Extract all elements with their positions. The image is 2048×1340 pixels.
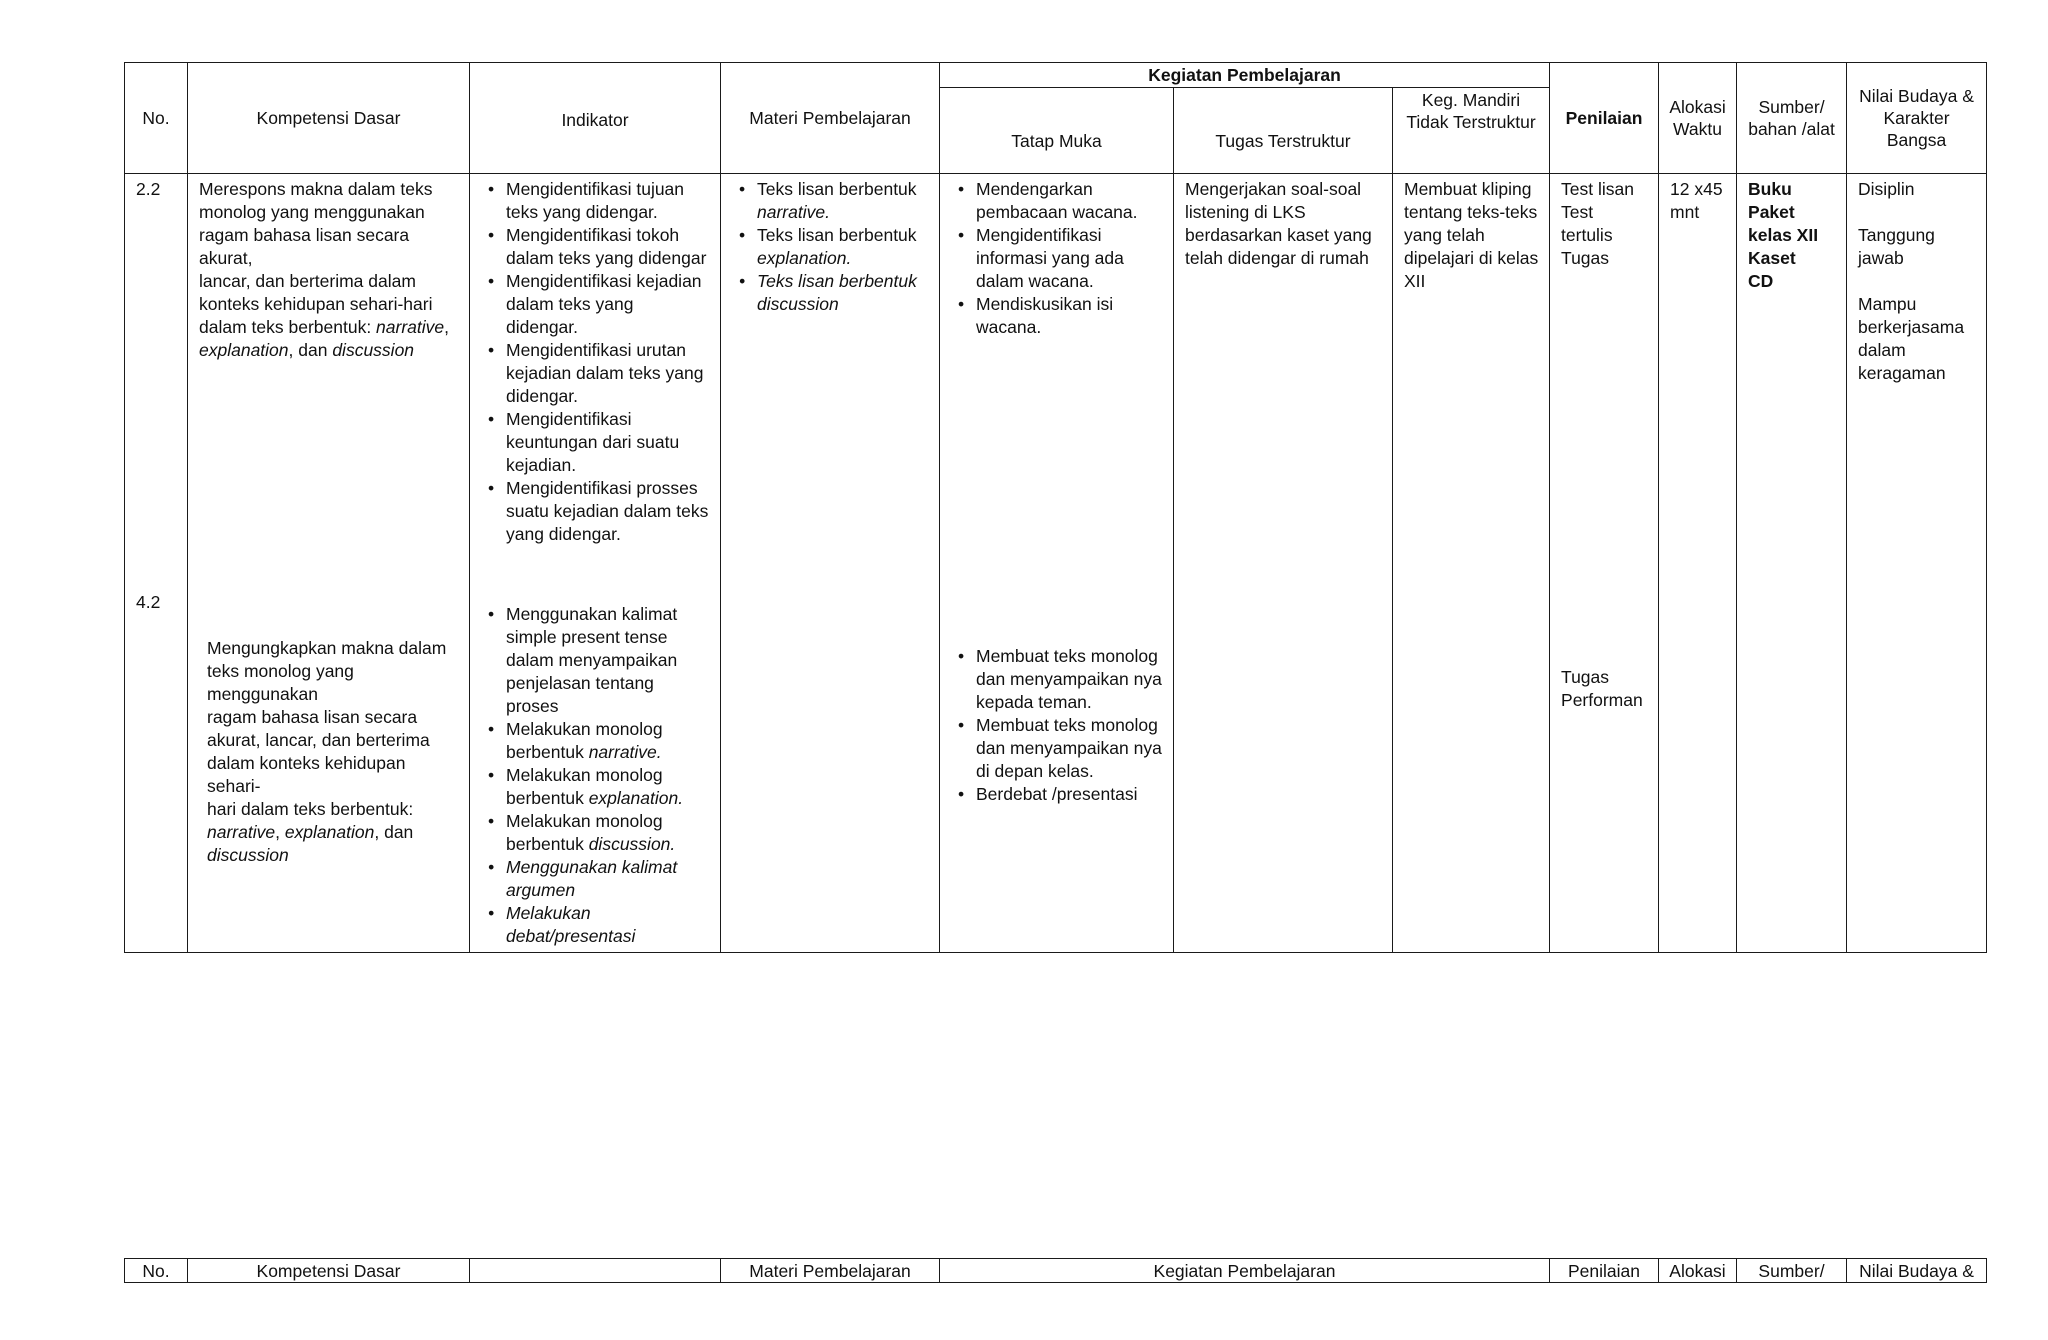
header-tugas-terstruktur: Tugas Terstruktur (1174, 88, 1393, 174)
row-number: 4.2 (136, 592, 161, 612)
cell-indikator (470, 174, 721, 953)
header-sumber: Sumber/ bahan /alat (1737, 63, 1847, 174)
cell-kompetensi (188, 174, 470, 953)
list-item: • Melakukan debat/presentasi (484, 902, 710, 948)
header-penilaian: Penilaian (1550, 1259, 1659, 1283)
list-item: • Teks lisan berbentuk explanation. (735, 224, 929, 270)
materi-list (735, 178, 929, 316)
syllabus-table (124, 62, 1987, 953)
tatap-muka-list (954, 645, 1163, 806)
header-kompetensi: Kompetensi Dasar (188, 63, 470, 174)
cell-nilai: Disiplin Tanggung jawab Mampu berkerjasama dalam keragaman (1847, 174, 1987, 953)
list-item: • Membuat teks monolog dan menyampaikan nya di depan kelas. (954, 714, 1163, 783)
header-indikator: Indikator (470, 63, 721, 174)
list-item: • Mengidentifikasi tujuan teks yang didengar. (484, 178, 710, 224)
list-item: • Melakukan monolog berbentuk explanation. (484, 764, 710, 810)
list-item: • Mendiskusikan isi wacana. (954, 293, 1163, 339)
cell-alokasi: 12 x45 mnt (1659, 174, 1737, 953)
header-alokasi: Alokasi (1659, 1259, 1737, 1283)
list-item: • Mengidentifikasi urutan kejadian dalam teks yang didengar. (484, 339, 710, 408)
cell-sumber: Buku Paket kelas XII Kaset CD (1737, 174, 1847, 953)
table-row (125, 174, 1987, 953)
list-item: • Melakukan monolog berbentuk discussion. (484, 810, 710, 856)
cell-no (125, 174, 188, 953)
list-item: • Teks lisan berbentuk narrative. (735, 178, 929, 224)
header-nilai: Nilai Budaya & (1847, 1259, 1987, 1283)
header-nilai: Nilai Budaya & Karakter Bangsa (1847, 63, 1987, 174)
header-kompetensi: Kompetensi Dasar (188, 1259, 470, 1283)
header-kegiatan: Kegiatan Pembelajaran (940, 63, 1550, 88)
header-kegiatan: Kegiatan Pembelajaran (940, 1259, 1550, 1283)
list-item: • Mendengarkan pembacaan wacana. (954, 178, 1163, 224)
indikator-list (484, 178, 710, 546)
indikator-list (484, 603, 710, 948)
row-number: 2.2 (136, 179, 161, 199)
list-item: • Mengidentifikasi informasi yang ada dalam wacana. (954, 224, 1163, 293)
header-materi: Materi Pembelajaran (721, 63, 940, 174)
list-item: • Membuat teks monolog dan menyampaikan nya kepada teman. (954, 645, 1163, 714)
list-item: • Menggunakan kalimat simple present tense dalam menyampaikan penjelasan tentang proses (484, 603, 710, 718)
header-tatap-muka: Tatap Muka (940, 88, 1174, 174)
continued-table-header (124, 1258, 1987, 1283)
list-item: • Menggunakan kalimat argumen (484, 856, 710, 902)
list-item: • Mengidentifikasi tokoh dalam teks yang didengar (484, 224, 710, 270)
kompetensi-text: Merespons makna dalam teks monolog yang menggunakan ragam bahasa lisan secara akurat, lancar, dan berterima dalam konteks kehidupan sehari-hari dalam teks berbentuk: narrative, explanation, dan discussion (199, 179, 450, 360)
cell-materi (721, 174, 940, 953)
header-no: No. (125, 1259, 188, 1283)
cell-tatap-muka (940, 174, 1174, 953)
cell-tugas-terstruktur: Mengerjakan soal-soal listening di LKS berdasarkan kaset yang telah didengar di rumah (1174, 174, 1393, 953)
cell-penilaian: Test lisan Test tertulis Tugas Tugas Performan (1550, 174, 1659, 953)
header-indikator (470, 1259, 721, 1283)
list-item: • Mengidentifikasi prosses suatu kejadian dalam teks yang didengar. (484, 477, 710, 546)
tatap-muka-list (954, 178, 1163, 339)
kompetensi-text: Mengungkapkan makna dalam teks monolog yang menggunakan ragam bahasa lisan secara akurat, lancar, dan berterima dalam konteks kehidupan sehari- hari dalam teks berbentuk: narrative, explanation, dan discussion (207, 638, 447, 865)
header-keg-mandiri: Keg. Mandiri Tidak Terstruktur (1393, 88, 1550, 174)
list-item: • Melakukan monolog berbentuk narrative. (484, 718, 710, 764)
list-item: • Teks lisan berbentuk discussion (735, 270, 929, 316)
header-no: No. (125, 63, 188, 174)
header-alokasi: Alokasi Waktu (1659, 63, 1737, 174)
header-sumber: Sumber/ (1737, 1259, 1847, 1283)
list-item: • Berdebat /presentasi (954, 783, 1163, 806)
list-item: • Mengidentifikasi kejadian dalam teks yang didengar. (484, 270, 710, 339)
list-item: • Mengidentifikasi keuntungan dari suatu kejadian. (484, 408, 710, 477)
header-penilaian: Penilaian (1550, 63, 1659, 174)
header-materi: Materi Pembelajaran (721, 1259, 940, 1283)
cell-keg-mandiri: Membuat kliping tentang teks-teks yang telah dipelajari di kelas XII (1393, 174, 1550, 953)
